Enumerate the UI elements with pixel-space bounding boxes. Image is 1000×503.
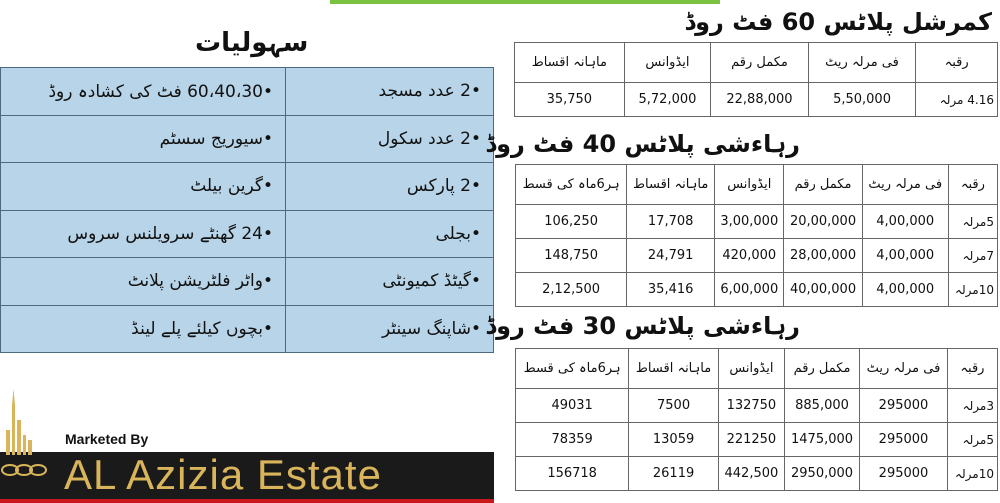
- table-cell: 78359: [516, 423, 629, 457]
- commercial-title: کمرشل پلاٹس 60 فٹ روڈ: [684, 8, 992, 36]
- facility-item: •2 عدد مسجد: [286, 68, 494, 116]
- area-cell: 10مرلہ: [947, 457, 997, 491]
- table-cell: 20,00,000: [784, 205, 862, 239]
- column-header: ایڈوانس: [715, 165, 784, 205]
- column-header: ایڈوانس: [624, 43, 711, 83]
- facility-item: •60،40،30 فٹ کی کشادہ روڈ: [1, 68, 286, 116]
- facility-item: •بچوں کیلئے پلے لینڈ: [1, 305, 286, 353]
- res30-title: رہاءشی پلاٹس 30 فٹ روڈ: [485, 312, 800, 340]
- table-row: [516, 239, 998, 273]
- facilities-title: سہولیات: [195, 28, 309, 58]
- column-header: رقبہ: [948, 165, 997, 205]
- facility-item: •2 عدد سکول: [286, 115, 494, 163]
- table-header-row: [516, 349, 998, 389]
- area-cell: 4.16 مرلہ: [916, 83, 998, 117]
- area-cell: 10مرلہ: [948, 273, 997, 307]
- table-cell: 132750: [718, 389, 784, 423]
- column-header: ماہانہ اقساط: [629, 349, 719, 389]
- area-cell: 5مرلہ: [947, 423, 997, 457]
- table-cell: 106,250: [516, 205, 627, 239]
- table-row: [516, 423, 998, 457]
- table-row: [516, 205, 998, 239]
- table-cell: 28,00,000: [784, 239, 862, 273]
- res40-title: رہاءشی پلاٹس 40 فٹ روڈ: [485, 130, 800, 158]
- table-header-row: [515, 43, 998, 83]
- column-header: ایڈوانس: [718, 349, 784, 389]
- column-header: ہر6ماہ کی قسط: [516, 349, 629, 389]
- brand-block: [0, 385, 494, 503]
- facility-item: •گیٹڈ کمیونٹی: [286, 258, 494, 306]
- facility-item: •2 پارکس: [286, 163, 494, 211]
- table-cell: 5,50,000: [808, 83, 916, 117]
- bottom-red-line: [0, 499, 494, 503]
- table-cell: 5,72,000: [624, 83, 711, 117]
- column-header: فی مرلہ ریٹ: [808, 43, 916, 83]
- column-header: مکمل رقم: [784, 349, 859, 389]
- table-cell: 442,500: [718, 457, 784, 491]
- table-cell: 13059: [629, 423, 719, 457]
- facility-row: [1, 258, 494, 306]
- facility-item: •واٹر فلٹریشن پلانٹ: [1, 258, 286, 306]
- table-cell: 40,00,000: [784, 273, 862, 307]
- area-cell: 5مرلہ: [948, 205, 997, 239]
- table-row: [516, 389, 998, 423]
- facility-item: •سیوریج سسٹم: [1, 115, 286, 163]
- table-cell: 420,000: [715, 239, 784, 273]
- facility-row: [1, 163, 494, 211]
- area-cell: 3مرلہ: [947, 389, 997, 423]
- table-cell: 6,00,000: [715, 273, 784, 307]
- table-cell: 295000: [860, 389, 948, 423]
- facility-item: •24 گھنٹے سرویلنس سروس: [1, 210, 286, 258]
- table-cell: 4,00,000: [862, 205, 948, 239]
- brand-name: AL Azizia Estate: [64, 451, 382, 498]
- column-header: ہر6ماہ کی قسط: [516, 165, 627, 205]
- facility-item: •گرین بیلٹ: [1, 163, 286, 211]
- facility-item: •بجلی: [286, 210, 494, 258]
- table-cell: 148,750: [516, 239, 627, 273]
- table-cell: 156718: [516, 457, 629, 491]
- table-row: [516, 273, 998, 307]
- column-header: رقبہ: [947, 349, 997, 389]
- commercial-price-table: [514, 42, 998, 117]
- table-cell: 35,750: [515, 83, 625, 117]
- column-header: رقبہ: [916, 43, 998, 83]
- table-cell: 4,00,000: [862, 239, 948, 273]
- table-cell: 3,00,000: [715, 205, 784, 239]
- table-cell: 17,708: [627, 205, 715, 239]
- column-header: فی مرلہ ریٹ: [860, 349, 948, 389]
- table-cell: 24,791: [627, 239, 715, 273]
- table-cell: 2,12,500: [516, 273, 627, 307]
- column-header: فی مرلہ ریٹ: [862, 165, 948, 205]
- table-cell: 295000: [860, 423, 948, 457]
- table-cell: 885,000: [784, 389, 859, 423]
- marketed-by-label: Marketed By: [65, 431, 149, 447]
- facility-item: •شاپنگ سینٹر: [286, 305, 494, 353]
- column-header: ماہانہ اقساط: [515, 43, 625, 83]
- table-row: [515, 83, 998, 117]
- facility-row: [1, 68, 494, 116]
- top-accent-bar: [330, 0, 720, 4]
- table-row: [516, 457, 998, 491]
- table-cell: 2950,000: [784, 457, 859, 491]
- table-cell: 1475,000: [784, 423, 859, 457]
- facility-row: [1, 305, 494, 353]
- column-header: ماہانہ اقساط: [627, 165, 715, 205]
- table-cell: 221250: [718, 423, 784, 457]
- area-cell: 7مرلہ: [948, 239, 997, 273]
- table-cell: 295000: [860, 457, 948, 491]
- table-cell: 26119: [629, 457, 719, 491]
- column-header: مکمل رقم: [711, 43, 809, 83]
- table-cell: 22,88,000: [711, 83, 809, 117]
- facilities-grid: [0, 67, 494, 353]
- tower-logo-icon: [0, 385, 50, 503]
- table-cell: 7500: [629, 389, 719, 423]
- facility-row: [1, 210, 494, 258]
- res40-price-table: [515, 164, 998, 307]
- table-cell: 4,00,000: [862, 273, 948, 307]
- table-cell: 49031: [516, 389, 629, 423]
- table-header-row: [516, 165, 998, 205]
- facility-row: [1, 115, 494, 163]
- res30-price-table: [515, 348, 998, 491]
- column-header: مکمل رقم: [784, 165, 862, 205]
- table-cell: 35,416: [627, 273, 715, 307]
